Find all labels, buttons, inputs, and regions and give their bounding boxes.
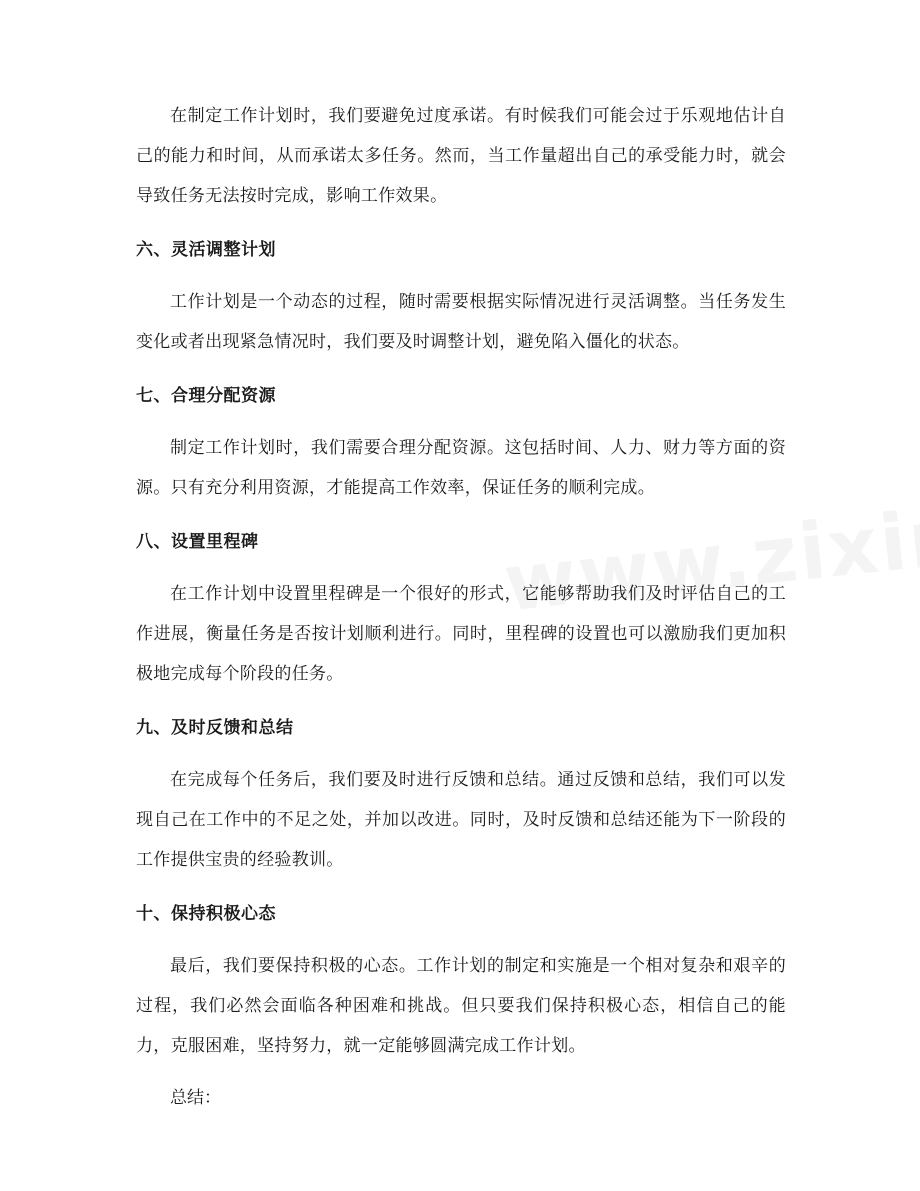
section-body-9: 在完成每个任务后，我们要及时进行反馈和总结。通过反馈和总结，我们可以发现自己在工作中的不足之处，并加以改进。同时，及时反馈和总结还能为下一阶段的工作提供宝贵的经验教训。	[136, 770, 786, 870]
section-heading-7: 七、合理分配资源	[136, 386, 276, 406]
section-body-8: 在工作计划中设置里程碑是一个很好的形式，它能够帮助我们及时评估自己的工作进展，衡量任务是否按计划顺利进行。同时，里程碑的设置也可以激励我们更加积极地完成每个阶段的任务。	[136, 584, 786, 684]
section-heading-10: 十、保持积极心态	[136, 904, 276, 924]
intro-paragraph: 在制定工作计划时，我们要避免过度承诺。有时候我们可能会过于乐观地估计自己的能力和时间，从而承诺太多任务。然而，当工作量超出自己的承受能力时，就会导致任务无法按时完成，影响工作效果。	[136, 106, 786, 206]
section-body-10: 最后，我们要保持积极的心态。工作计划的制定和实施是一个相对复杂和艰辛的过程，我们必然会面临各种困难和挑战。但只要我们保持积极心态，相信自己的能力，克服困难，坚持努力，就一定能够圆满完成工作计划。	[136, 956, 786, 1056]
section-heading-6: 六、灵活调整计划	[136, 240, 276, 260]
section-heading-9: 九、及时反馈和总结	[136, 718, 294, 738]
section-body-6: 工作计划是一个动态的过程，随时需要根据实际情况进行灵活调整。当任务发生变化或者出现紧急情况时，我们要及时调整计划，避免陷入僵化的状态。	[136, 292, 786, 352]
document-body	[136, 96, 786, 1118]
summary-label: 总结：	[170, 1088, 221, 1108]
section-heading-8: 八、设置里程碑	[136, 532, 259, 552]
section-body-7: 制定工作计划时，我们需要合理分配资源。这包括时间、人力、财力等方面的资源。只有充分利用资源，才能提高工作效率，保证任务的顺利完成。	[136, 438, 786, 498]
